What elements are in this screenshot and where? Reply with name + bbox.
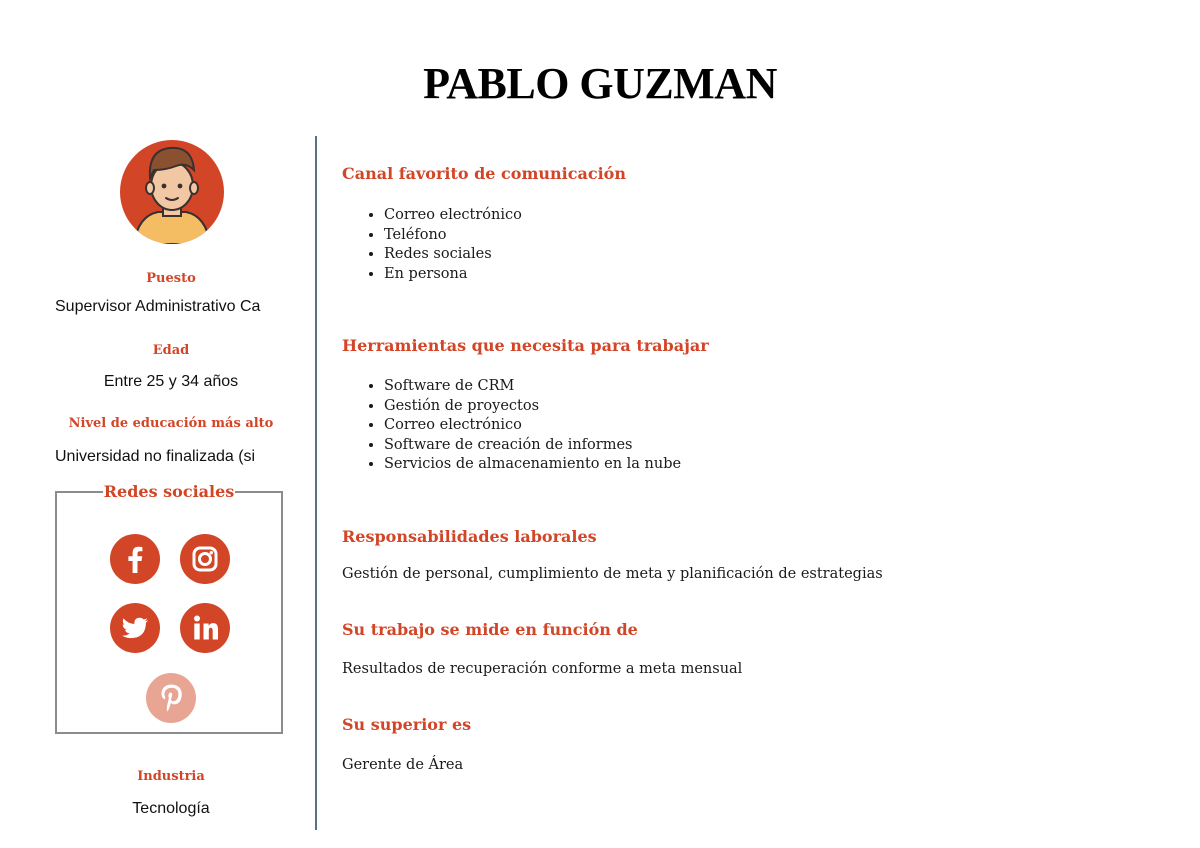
list-item: • En persona	[384, 265, 522, 285]
educacion-label: Nivel de educación más alto	[68, 416, 274, 431]
medicion-heading: Su trabajo se mide en función de	[342, 620, 638, 639]
medicion-text: Resultados de recuperación conforme a meta mensual	[342, 661, 743, 677]
list-item: • Redes sociales	[384, 245, 522, 265]
herramientas-heading: Herramientas que necesita para trabajar	[342, 336, 709, 355]
edad-value: Entre 25 y 34 años	[103, 373, 239, 390]
vertical-divider	[315, 136, 317, 830]
edad-label: Edad	[152, 343, 190, 358]
redes-sociales-label: Redes sociales	[103, 482, 235, 501]
page-title: PABLO GUZMAN	[423, 59, 777, 108]
list-item: • Software de creación de informes	[384, 436, 681, 456]
list-item: • Correo electrónico	[384, 416, 681, 436]
avatar	[120, 140, 224, 244]
industria-value: Tecnología	[132, 800, 210, 817]
herramientas-list	[342, 377, 681, 475]
pinterest-icon[interactable]	[146, 673, 196, 723]
puesto-label: Puesto	[146, 271, 196, 286]
instagram-icon[interactable]	[180, 534, 230, 584]
educacion-value: Universidad no finalizada (si	[55, 448, 256, 465]
list-item: • Correo electrónico	[384, 206, 522, 226]
list-item: • Teléfono	[384, 226, 522, 246]
list-item: • Servicios de almacenamiento en la nube	[384, 455, 681, 475]
superior-heading: Su superior es	[342, 715, 472, 734]
list-item: • Gestión de proyectos	[384, 397, 681, 417]
industria-label: Industria	[137, 769, 205, 784]
responsabilidades-text: Gestión de personal, cumplimiento de meta y planificación de estrategias	[342, 566, 883, 582]
list-item: • Software de CRM	[384, 377, 681, 397]
canal-list	[342, 206, 522, 284]
twitter-icon[interactable]	[110, 603, 160, 653]
facebook-icon[interactable]	[110, 534, 160, 584]
linkedin-icon[interactable]	[180, 603, 230, 653]
superior-text: Gerente de Área	[342, 757, 464, 773]
puesto-value: Supervisor Administrativo Ca	[55, 298, 261, 315]
canal-heading: Canal favorito de comunicación	[342, 164, 626, 183]
responsabilidades-heading: Responsabilidades laborales	[342, 527, 597, 546]
